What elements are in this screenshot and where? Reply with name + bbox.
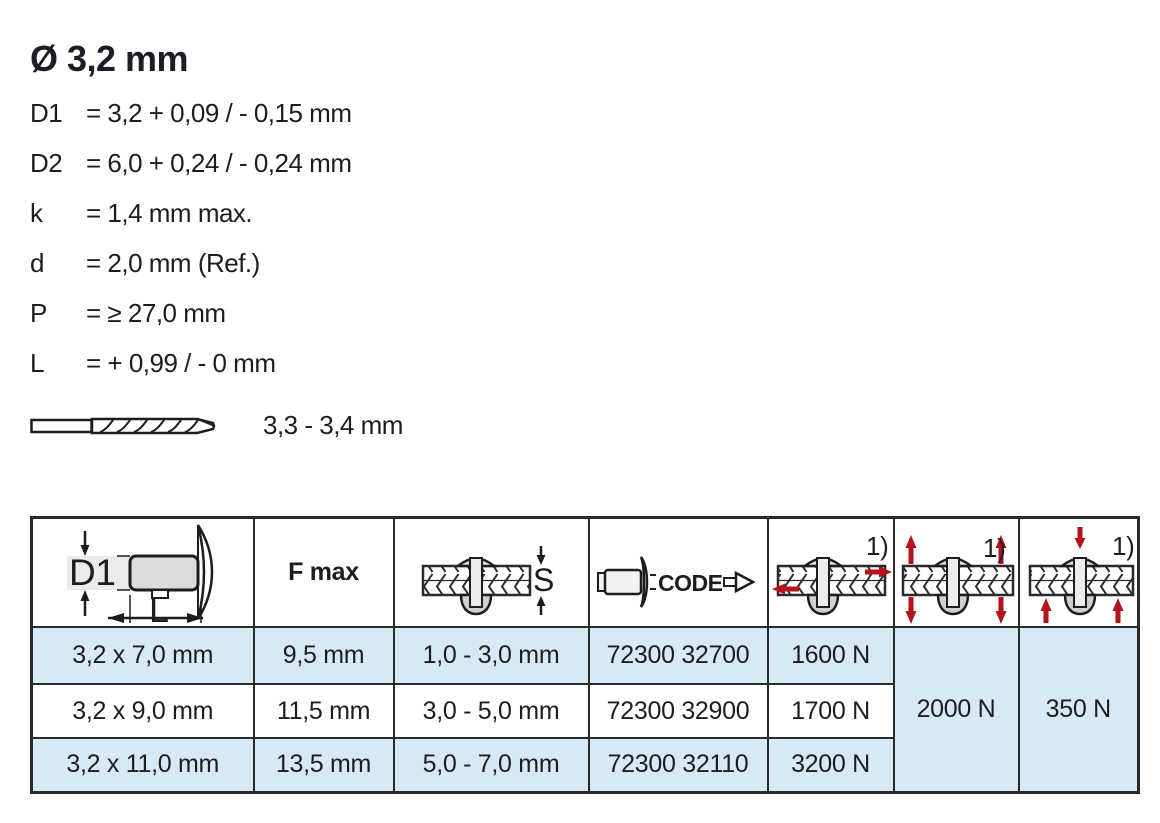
drill-bit-icon <box>30 411 235 441</box>
fmax-cell: 9,5 mm <box>254 627 394 684</box>
spec-value: = 2,0 mm (Ref.) <box>86 248 260 278</box>
table-row <box>32 627 1139 684</box>
grip-cell: 3,0 - 5,0 mm <box>394 684 589 738</box>
header-grip-cell <box>394 518 589 628</box>
spec-label: d <box>30 248 44 278</box>
spec-row-k <box>30 198 403 248</box>
grip-s-label: S <box>532 562 554 598</box>
spec-label: D2 <box>30 148 63 178</box>
size-cell: 3,2 x 7,0 mm <box>32 627 254 684</box>
grip-cell: 5,0 - 7,0 mm <box>394 738 589 792</box>
code-cell: 72300 32110 <box>589 738 768 792</box>
code-cell: 72300 32900 <box>589 684 768 738</box>
l-dimension-label: L <box>149 589 169 626</box>
page-title: Ø 3,2 mm <box>30 38 189 79</box>
spec-value: = 6,0 + 0,24 / - 0,24 mm <box>86 148 352 178</box>
spec-label: L <box>30 348 44 378</box>
header-shear-cell <box>768 518 894 628</box>
header-fmax-cell: F max <box>254 518 394 628</box>
head-load-diagram <box>1020 519 1139 626</box>
header-headload-cell <box>1019 518 1139 628</box>
spec-value: = 1,4 mm max. <box>86 198 253 228</box>
code-cell: 72300 32700 <box>589 627 768 684</box>
spec-value: = + 0,99 / - 0 mm <box>86 348 276 378</box>
spec-value: = ≥ 27,0 mm <box>86 298 226 328</box>
footnote-marker: 1) <box>982 533 1006 563</box>
spec-row-l <box>30 348 403 398</box>
header-dimensions-cell <box>32 518 254 628</box>
spec-list <box>30 98 403 441</box>
header-code-cell <box>589 518 768 628</box>
grip-range-diagram <box>395 519 589 626</box>
shear-cell: 1700 N <box>768 684 894 738</box>
shear-cell: 1600 N <box>768 627 894 684</box>
rivet-dimension-diagram <box>33 519 254 626</box>
drill-size-value: 3,3 - 3,4 mm <box>263 410 403 440</box>
drill-size-row <box>30 410 403 441</box>
tensile-strength-diagram <box>895 519 1019 626</box>
shear-strength-diagram <box>769 519 894 626</box>
size-cell: 3,2 x 11,0 mm <box>32 738 254 792</box>
header-tensile-cell <box>894 518 1019 628</box>
footnote-marker: 1) <box>865 531 889 561</box>
spec-label: P <box>30 298 47 328</box>
tensile-cell: 2000 N <box>894 627 1019 792</box>
table-header-row <box>32 518 1139 628</box>
fmax-cell: 13,5 mm <box>254 738 394 792</box>
spec-row-d <box>30 248 403 298</box>
spec-value: = 3,2 + 0,09 / - 0,15 mm <box>86 98 352 128</box>
d1-dimension-label: D1 <box>69 552 116 593</box>
spec-label: k <box>30 198 43 228</box>
spec-row-p <box>30 298 403 348</box>
footnote-marker: 1) <box>1111 531 1135 561</box>
grip-cell: 1,0 - 3,0 mm <box>394 627 589 684</box>
rivet-spec-table <box>30 516 1140 794</box>
code-label: CODE <box>657 570 722 596</box>
shear-cell: 3200 N <box>768 738 894 792</box>
size-cell: 3,2 x 9,0 mm <box>32 684 254 738</box>
spec-row-d1 <box>30 98 403 148</box>
spec-label: D1 <box>30 98 63 128</box>
spec-row-d2 <box>30 148 403 198</box>
fmax-cell: 11,5 mm <box>254 684 394 738</box>
rivet-code-icon <box>590 519 768 626</box>
head-pull-cell: 350 N <box>1019 627 1139 792</box>
